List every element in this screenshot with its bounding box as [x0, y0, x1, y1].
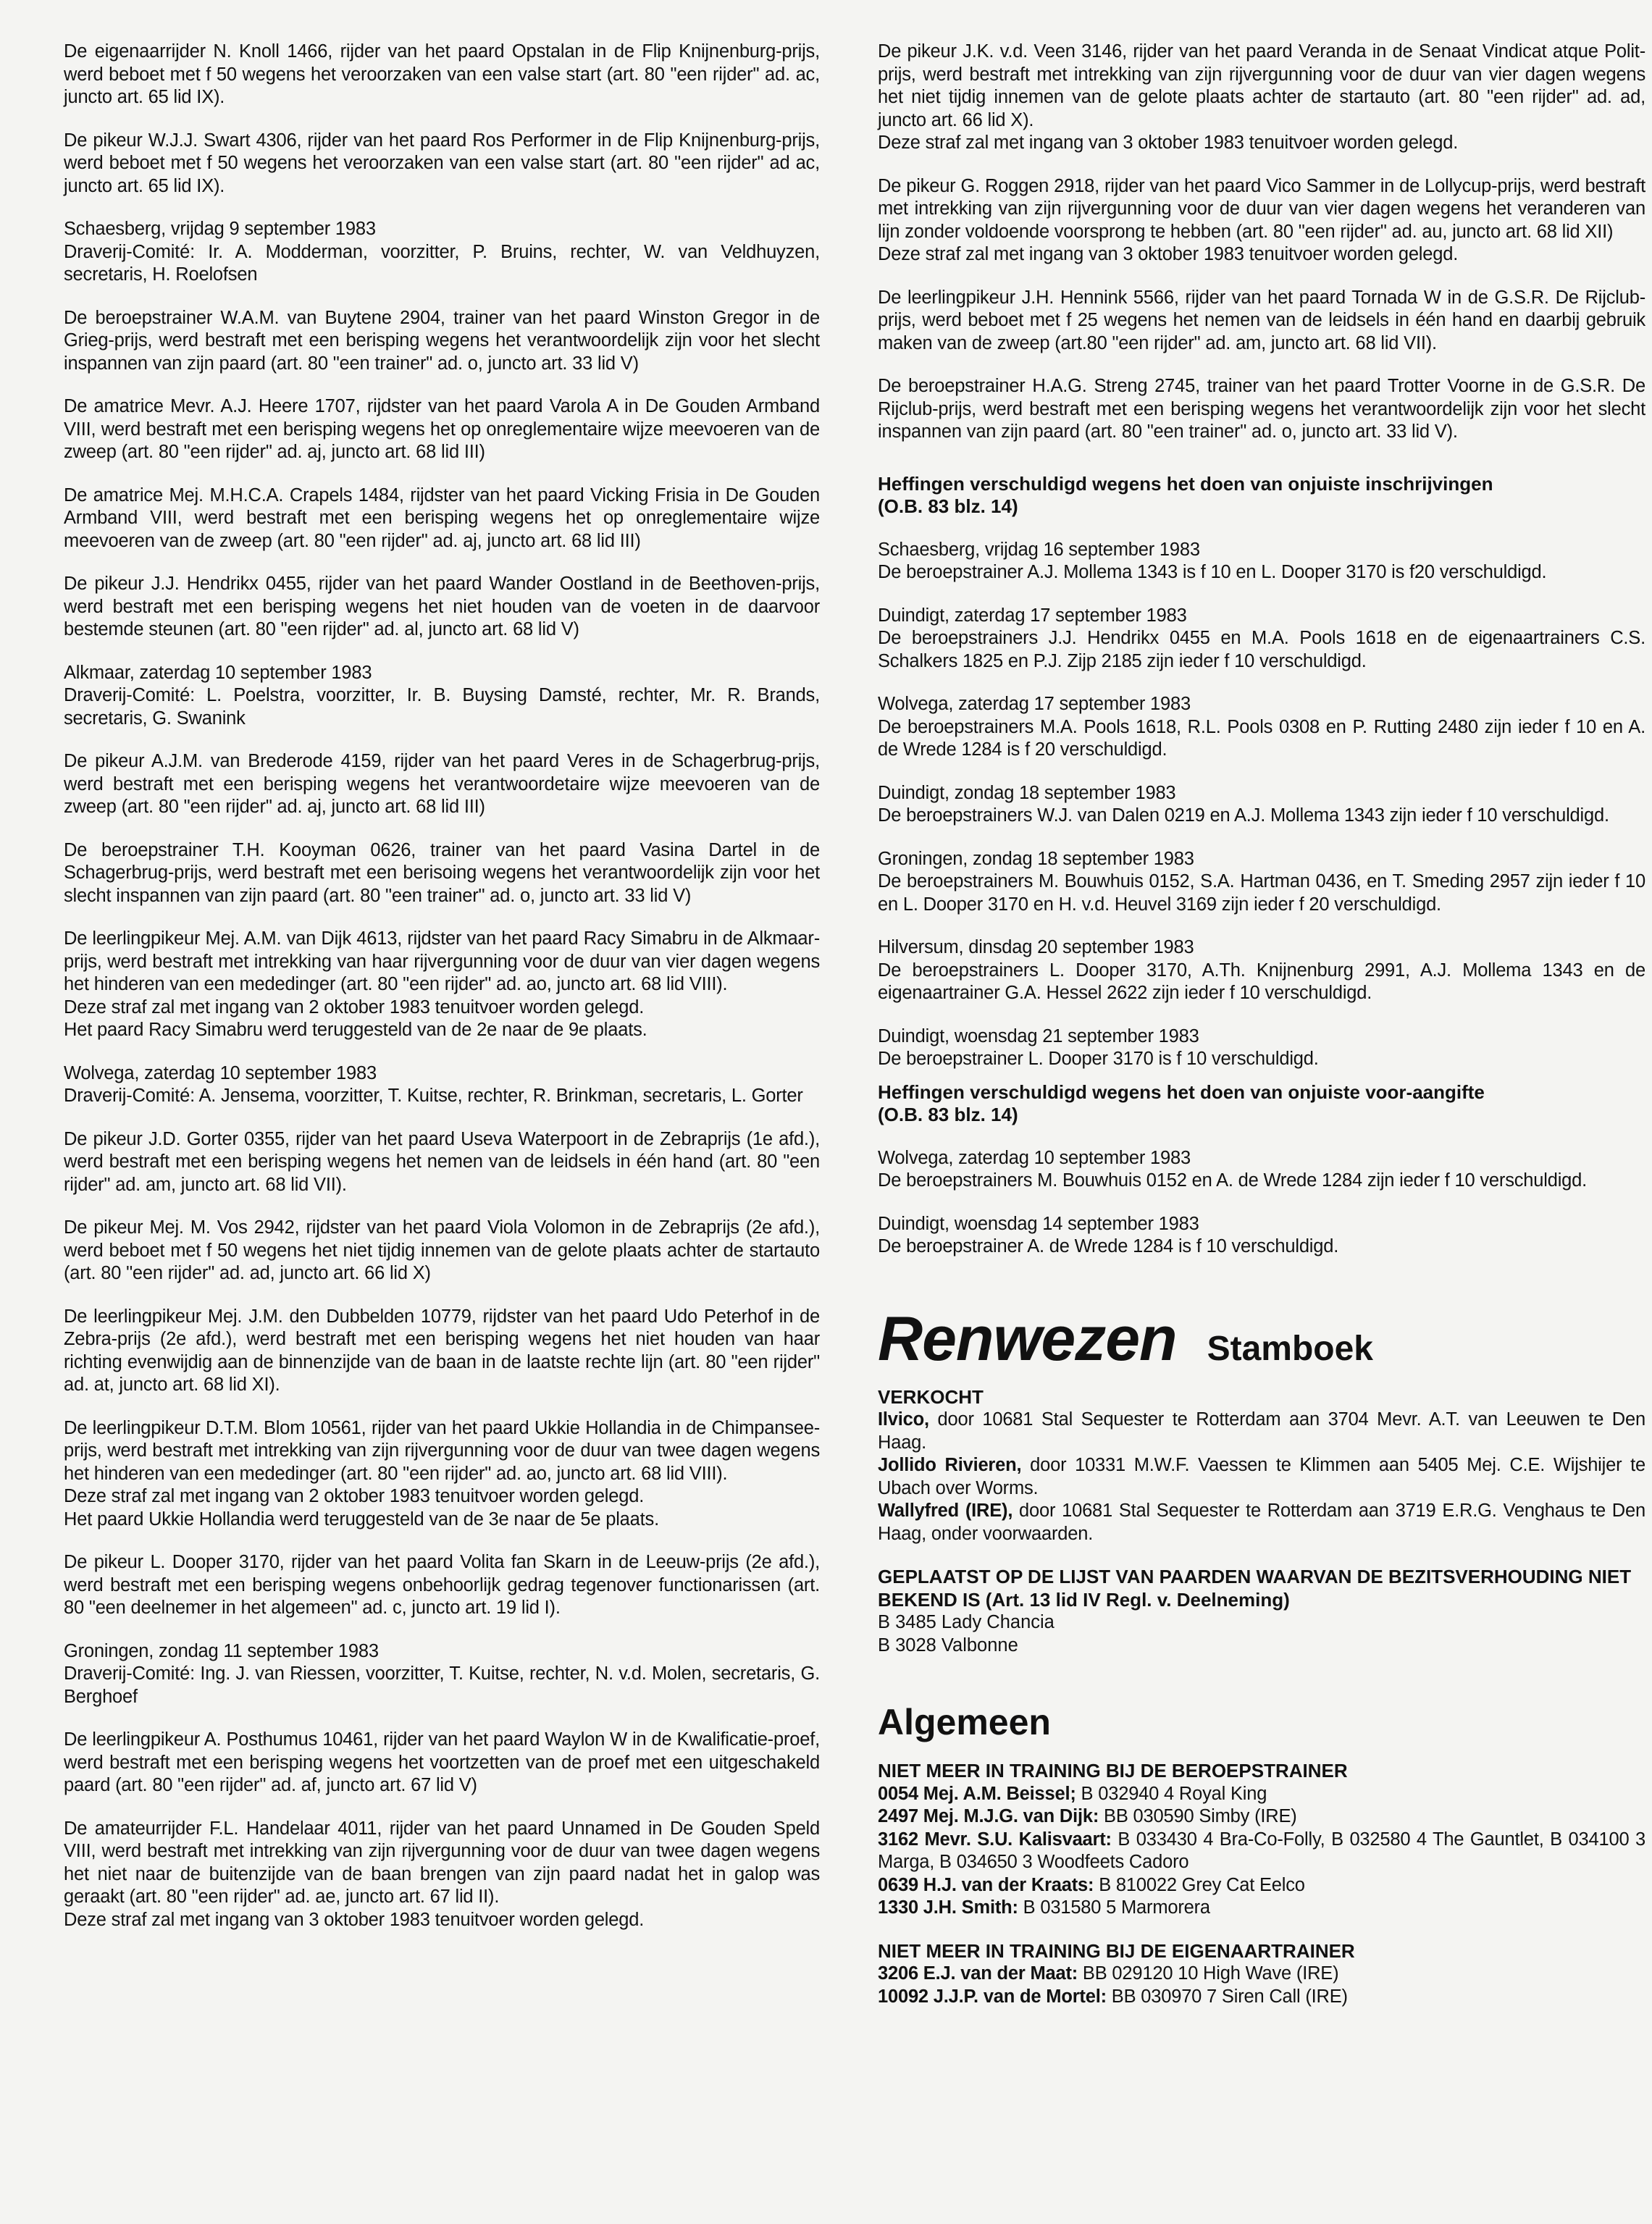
- notice-paragraph: De pikeur J.K. v.d. Veen 3146, rijder van het paard Veranda in de Senaat Vindicat atque Polit-prijs, werd bestraft met intrekking van zijn rijvergunning voor de duur van vier dagen wegens het niet tijdig innemen van de gelote plaats achter de startauto (art. 80 "een rijder" ad. ad, juncto art. 66 lid X). Deze straf zal met ingang van 3 oktober 1983 tenuitvoer worden gelegd.: [878, 41, 1645, 153]
- notice-paragraph: De pikeur G. Roggen 2918, rijder van het paard Vico Sammer in de Lollycup-prijs, werd bestraft met intrekking van zijn rijvergunning voor de duur van vier dagen wegens het veranderen van lijn zonder voldoende voorsprong te hebben (art. 80 "een rijder" ad. au, juncto art. 68 lid XII) Deze straf zal met ingang van 3 oktober 1983 tenuitvoer worden gelegd.: [878, 175, 1645, 264]
- geplaatst-item: B 3028 Valbonne: [878, 1635, 1018, 1656]
- notice-paragraph: De beroepstrainer T.H. Kooyman 0626, trainer van het paard Vasina Dartel in de Schagerbrug-prijs, werd bestraft met een berisoing wegens het verantwoordelijk zijn voor het slecht inspannen van zijn paard (art. 80 "een trainer" ad. o, juncto art. 33 lid V): [64, 839, 820, 906]
- eigenaartrainer-label: NIET MEER IN TRAINING BIJ DE EIGENAARTRAINER: [878, 1939, 1355, 1962]
- notice-paragraph: De pikeur J.D. Gorter 0355, rijder van het paard Useva Waterpoort in de Zebraprijs (1e afd.), werd bestraft met een berisping wegens het nemen van de leidsels in één hand (art. 80 "een rijder" ad. am, juncto art. 68 lid VII).: [64, 1128, 820, 1195]
- notice-paragraph: De leerlingpikeur J.H. Hennink 5566, rijder van het paard Tornada W in de G.S.R. De Rijclub-prijs, werd beboet met f 25 wegens het nemen van de leidsels in één hand en daarbij gebruik maken van de zweep (art.80 "een rijder" ad. am, juncto art. 68 lid VII).: [878, 287, 1645, 353]
- entry-text: door 10681 Stal Sequester te Rotterdam aan 3704 Mevr. A.T. van Leeuwen te Den Haag.: [878, 1409, 1645, 1453]
- geplaatst-label: GEPLAATST OP DE LIJST VAN PAARDEN WAARVAN DE BEZITSVERHOUDING NIET BEKEND IS (Art. 13 lid IV Regl. v. Deelneming): [878, 1566, 1632, 1611]
- entry-text: B 810022 Grey Cat Eelco: [1094, 1874, 1305, 1895]
- meeting-header: Wolvega, zaterdag 10 september 1983 Draverij-Comité: A. Jensema, voorzitter, T. Kuitse, rechter, R. Brinkman, secretaris, L. Gorter: [64, 1062, 803, 1106]
- training-entry: [878, 1897, 1645, 1920]
- fee-entry: Duindigt, woensdag 14 september 1983 De beroepstrainer A. de Wrede 1284 is f 10 verschuldigd.: [878, 1213, 1339, 1256]
- fee-entry: Groningen, zondag 18 september 1983 De beroepstrainers M. Bouwhuis 0152, S.A. Hartman 0436, en T. Smeding 2957 zijn ieder f 10 en L. Dooper 3170 en H. v.d. Heuvel 3169 zijn ieder f 20 verschuldigd.: [878, 848, 1645, 915]
- entry-text: B 031580 5 Marmorera: [1018, 1897, 1210, 1918]
- entry-text: B 032940 4 Royal King: [1076, 1783, 1267, 1804]
- training-entry: [878, 1805, 1645, 1829]
- notice-paragraph: De leerlingpikeur A. Posthumus 10461, rijder van het paard Waylon W in de Kwalificatie-proef, werd bestraft met een berisping wegens het voortzetten van de proef met een uitgeschakeld paard (art. 80 "een rijder" ad. af, juncto art. 67 lid V): [64, 1729, 820, 1795]
- entry-text: BB 030590 Simby (IRE): [1099, 1806, 1297, 1826]
- notice-paragraph: De amateurrijder F.L. Handelaar 4011, rijder van het paard Unnamed in De Gouden Speld VIII, werd bestraft met intrekking van zijn rijvergunning voor de duur van twee dagen wegens het niet naar de buitenzijde van de baan brengen van zijn paard nadat het in galop was geraakt (art. 80 "een rijder" ad. ae, juncto art. 67 lid II). Deze straf zal met ingang van 3 oktober 1983 tenuitvoer worden gelegd.: [64, 1818, 820, 1930]
- notice-paragraph: De leerlingpikeur Mej. A.M. van Dijk 4613, rijdster van het paard Racy Simabru in de Alkmaar-prijs, werd bestraft met intrekking van haar rijvergunning voor de duur van vier dagen wegens het hinderen van een mededinger (art. 80 "een rijder" ad. ao, juncto art. 68 lid VIII). Deze straf zal met ingang van 2 oktober 1983 tenuitvoer worden gelegd. Het paard Racy Simabru werd teruggesteld van de 2e naar de 9e plaats.: [64, 928, 820, 1040]
- trainer-name: 2497 Mej. M.J.G. van Dijk:: [878, 1806, 1099, 1826]
- training-entry: [878, 1783, 1645, 1806]
- meeting-header: Schaesberg, vrijdag 9 september 1983 Draverij-Comité: Ir. A. Modderman, voorzitter, P. Bruins, rechter, W. van Veldhuyzen, secretaris, H. Roelofsen: [64, 219, 820, 285]
- trainer-name: 3206 E.J. van der Maat:: [878, 1963, 1078, 1984]
- verkocht-entry: [878, 1500, 1645, 1545]
- meeting-header: Alkmaar, zaterdag 10 september 1983 Draverij-Comité: L. Poelstra, voorzitter, Ir. B. Buysing Damsté, rechter, Mr. R. Brands, secretaris, G. Swanink: [64, 662, 820, 729]
- entry-text: BB 029120 10 High Wave (IRE): [1078, 1963, 1339, 1984]
- notice-paragraph: De pikeur Mej. M. Vos 2942, rijdster van het paard Viola Volomon in de Zebraprijs (2e afd.), werd beboet met f 50 wegens het niet tijdig innemen van de gelote plaats achter de startauto (art. 80 "een rijder" ad. ad, juncto art. 66 lid X): [64, 1217, 820, 1283]
- verkocht-section: [878, 1386, 1645, 1546]
- notice-paragraph: De pikeur W.J.J. Swart 4306, rijder van het paard Ros Performer in de Flip Knijnenburg-prijs, werd beboet met f 50 wegens het veroorzaken van een valse start (art. 80 "een rijder" ad ac, juncto art. 65 lid IX).: [64, 130, 820, 196]
- fee-entry: Duindigt, woensdag 21 september 1983 De beroepstrainer L. Dooper 3170 is f 10 verschuldigd.: [878, 1025, 1319, 1069]
- geplaatst-section: [878, 1566, 1645, 1657]
- fee-entry: Duindigt, zondag 18 september 1983 De beroepstrainers W.J. van Dalen 0219 en A.J. Mollema 1343 zijn ieder f 10 verschuldigd.: [878, 782, 1609, 826]
- notice-paragraph: De beroepstrainer W.A.M. van Buytene 2904, trainer van het paard Winston Gregor in de Grieg-prijs, werd bestraft met een berisping wegens het verantwoordelijk zijn voor het slecht inspannen van zijn paard (art. 80 "een trainer" ad. o, juncto art. 33 lid V): [64, 307, 820, 374]
- beroepstrainer-section: [878, 1760, 1645, 1920]
- fees-heading-voor-aangifte: Heffingen verschuldigd wegens het doen van onjuiste voor-aangifte (O.B. 83 blz. 14): [878, 1080, 1485, 1125]
- trainer-name: 1330 J.H. Smith:: [878, 1897, 1018, 1918]
- beroepstrainer-label: NIET MEER IN TRAINING BIJ DE BEROEPSTRAINER: [878, 1760, 1348, 1782]
- left-column: [64, 41, 820, 1952]
- verkocht-label: VERKOCHT: [878, 1385, 984, 1408]
- right-column: [878, 41, 1645, 2028]
- verkocht-entry: [878, 1454, 1645, 1500]
- fee-entry: Duindigt, zaterdag 17 september 1983 De beroepstrainers J.J. Hendrikx 0455 en M.A. Pools 1618 en de eigenaartrainers C.S. Schalkers 1825 en P.J. Zijp 2185 zijn ieder f 10 verschuldigd.: [878, 605, 1645, 671]
- entry-text: door 10681 Stal Sequester te Rotterdam aan 3719 E.R.G. Venghaus te Den Haag, onder voorwaarden.: [878, 1501, 1645, 1544]
- renwezen-header: [878, 1306, 1645, 1372]
- training-entry: [878, 1986, 1645, 2009]
- stamboek-subtitle: Stamboek: [1207, 1329, 1373, 1368]
- renwezen-title: Renwezen: [878, 1304, 1177, 1374]
- verkocht-entry: [878, 1409, 1645, 1454]
- notice-paragraph: De pikeur J.J. Hendrikx 0455, rijder van het paard Wander Oostland in de Beethoven-prijs, werd bestraft met een berisping wegens het niet houden van de voeten in de daarvoor bestemde steunen (art. 80 "een rijder" ad. al, juncto art. 68 lid V): [64, 574, 820, 639]
- notice-paragraph: De amatrice Mevr. A.J. Heere 1707, rijdster van het paard Varola A in De Gouden Armband VIII, werd bestraft met een berisping wegens het op onreglementaire wijze meevoeren van de zweep (art. 80 "een rijder" ad. aj, juncto art. 68 lid III): [64, 396, 820, 462]
- trainer-name: 0054 Mej. A.M. Beissel;: [878, 1783, 1076, 1804]
- geplaatst-item: B 3485 Lady Chancia: [878, 1612, 1054, 1632]
- training-entry: [878, 1829, 1645, 1874]
- entry-text: B 033430 4 Bra-Co-Folly, B 032580 4 The Gauntlet, B 034100 3 Marga, B 034650 3 Woodfeets Cadoro: [878, 1829, 1645, 1872]
- trainer-name: 10092 J.J.P. van de Mortel:: [878, 1986, 1107, 2007]
- fee-entry: Schaesberg, vrijdag 16 september 1983 De beroepstrainer A.J. Mollema 1343 is f 10 en L. Dooper 3170 is f20 verschuldigd.: [878, 539, 1547, 582]
- eigenaartrainer-section: [878, 1940, 1645, 2009]
- fee-entry: Wolvega, zaterdag 17 september 1983 De beroepstrainers M.A. Pools 1618, R.L. Pools 0308 en P. Rutting 2480 zijn ieder f 10 en A. de Wrede 1284 is f 20 verschuldigd.: [878, 694, 1645, 760]
- meeting-header: Groningen, zondag 11 september 1983 Draverij-Comité: Ing. J. van Riessen, voorzitter, T. Kuitse, rechter, N. v.d. Molen, secretaris, G. Berghoef: [64, 1640, 820, 1707]
- fee-entry: Hilversum, dinsdag 20 september 1983 De beroepstrainers L. Dooper 3170, A.Th. Knijnenburg 2991, A.J. Mollema 1343 en de eigenaartrainer G.A. Hessel 2622 zijn ieder f 10 verschuldigd.: [878, 937, 1645, 1003]
- notice-paragraph: De eigenaarrijder N. Knoll 1466, rijder van het paard Opstalan in de Flip Knijnenburg-prijs, werd beboet met f 50 wegens het veroorzaken van een valse start (art. 80 "een rijder" ad. ac, juncto art. 65 lid IX).: [64, 41, 820, 107]
- notice-paragraph: De beroepstrainer H.A.G. Streng 2745, trainer van het paard Trotter Voorne in de G.S.R. De Rijclub-prijs, werd bestraft met een berisping wegens het verantwoordelijk zijn voor het slecht inspannen van zijn paard (art. 80 "een trainer" ad. o, juncto art. 33 lid V).: [878, 376, 1645, 442]
- fee-entry: Wolvega, zaterdag 10 september 1983 De beroepstrainers M. Bouwhuis 0152 en A. de Wrede 1284 zijn ieder f 10 verschuldigd.: [878, 1147, 1588, 1191]
- training-entry: [878, 1874, 1645, 1897]
- notice-paragraph: De pikeur A.J.M. van Brederode 4159, rijder van het paard Veres in de Schagerbrug-prijs, werd bestraft met een berisping wegens het verantwoordetaire wijze meevoeren van de zweep (art. 80 "een rijder" ad. aj, juncto art. 68 lid III): [64, 751, 820, 817]
- notice-paragraph: De leerlingpikeur D.T.M. Blom 10561, rijder van het paard Ukkie Hollandia in de Chimpansee-prijs, werd bestraft met intrekking van zijn rijvergunning voor de duur van twee dagen wegens het hinderen van een mededinger (art. 80 "een rijder" ad. ao, juncto art. 68 lid VIII). Deze straf zal met ingang van 2 oktober 1983 tenuitvoer worden gelegd. Het paard Ukkie Hollandia werd teruggesteld van de 3e naar de 5e plaats.: [64, 1417, 820, 1529]
- fees-heading-inschrijvingen: Heffingen verschuldigd wegens het doen van onjuiste inschrijvingen (O.B. 83 blz. 14): [878, 472, 1493, 517]
- entry-text: door 10331 M.W.F. Vaessen te Klimmen aan 5405 Mej. C.E. Wijshijer te Ubach over Worms.: [878, 1455, 1645, 1498]
- notice-paragraph: De pikeur L. Dooper 3170, rijder van het paard Volita fan Skarn in de Leeuw-prijs (2e afd.), werd bestraft met een berisping wegens onbehoorlijk gedrag tegenover functionarissen (art. 80 "een deelnemer in het algemeen" ad. c, juncto art. 19 lid I).: [64, 1552, 820, 1618]
- horse-name: Jollido Rivieren,: [878, 1455, 1022, 1475]
- horse-name: Ilvico,: [878, 1409, 929, 1430]
- entry-text: BB 030970 7 Siren Call (IRE): [1106, 1986, 1348, 2007]
- algemeen-title: Algemeen: [878, 1702, 1051, 1742]
- training-entry: [878, 1963, 1645, 1986]
- notice-paragraph: De leerlingpikeur Mej. J.M. den Dubbelden 10779, rijdster van het paard Udo Peterhof in de Zebra-prijs (2e afd.), werd bestraft met een berisping wegens het niet houden van haar richting evenwijdig aan de binnenzijde van de baan in de laatste rechte lijn (art. 80 "een rijder" ad. at, juncto art. 68 lid XI).: [64, 1306, 820, 1395]
- trainer-name: 3162 Mevr. S.U. Kalisvaart:: [878, 1829, 1112, 1850]
- trainer-name: 0639 H.J. van der Kraats:: [878, 1874, 1094, 1895]
- horse-name: Wallyfred (IRE),: [878, 1501, 1013, 1521]
- notice-paragraph: De amatrice Mej. M.H.C.A. Crapels 1484, rijdster van het paard Vicking Frisia in De Gouden Armband VIII, werd bestraft met een berisping wegens het op onreglementaire wijze meevoeren van de zweep (art. 80 "een rijder" ad. aj, juncto art. 68 lid III): [64, 484, 820, 551]
